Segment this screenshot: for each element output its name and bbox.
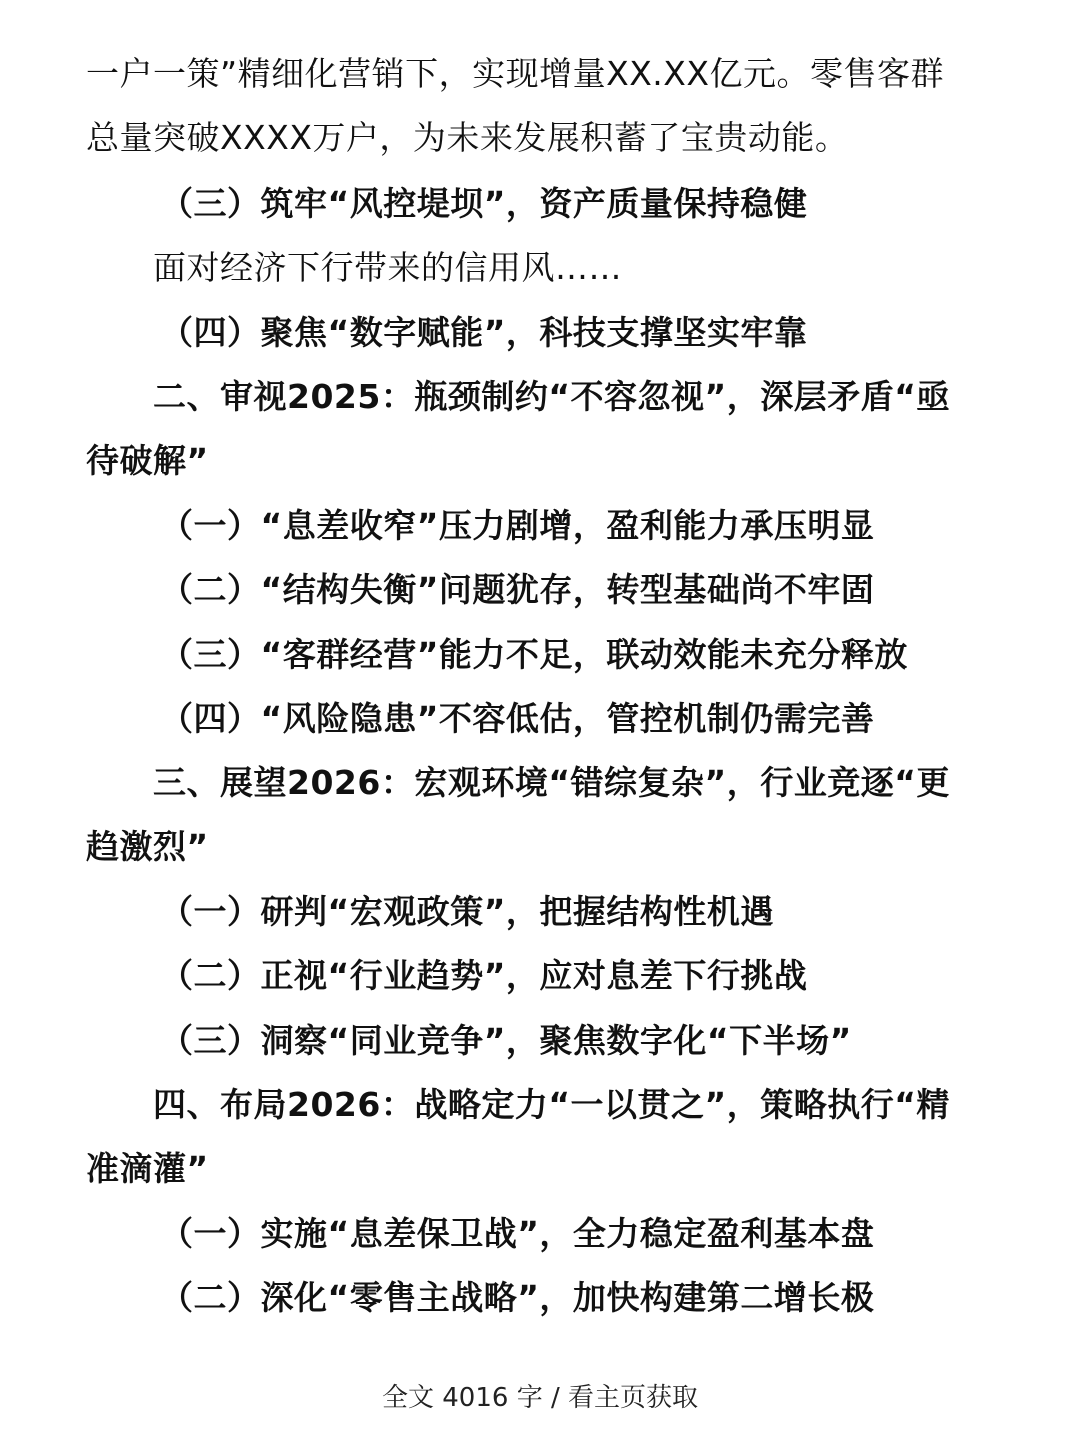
section-4-heading: 四、布局2026：战略定力“一以贯之”，策略执行“精: [153, 1085, 950, 1124]
section-3-heading: 三、展望2026：宏观环境“错综复杂”，行业竞逐“更: [153, 763, 950, 802]
section-2-heading: 二、审视2025：瓶颈制约“不容忽视”，深层矛盾“亟: [153, 377, 950, 416]
subheading-1-3: （三）筑牢“风控堤坝”，资产质量保持稳健: [160, 184, 808, 223]
section-3-heading-cont: 趋激烈”: [86, 827, 209, 866]
section-2-heading-cont: 待破解”: [86, 441, 209, 480]
body-text-line: 面对经济下行带来的信用风……: [153, 248, 622, 287]
subheading-4-1: （一）实施“息差保卫战”，全力稳定盈利基本盘: [160, 1214, 875, 1253]
section-4-heading-cont: 准滴灌”: [86, 1149, 209, 1188]
subheading-3-2: （二）正视“行业趋势”，应对息差下行挑战: [160, 956, 808, 995]
body-text-line: 总量突破XXXX万户，为未来发展积蓄了宝贵动能。: [86, 118, 849, 157]
subheading-2-3: （三）“客群经营”能力不足，联动效能未充分释放: [160, 635, 908, 674]
subheading-2-2: （二）“结构失衡”问题犹存，转型基础尚不牢固: [160, 570, 875, 609]
body-text-line: 一户一策”精细化营销下，实现增量XX.XX亿元。零售客群: [86, 54, 945, 93]
footer-note: 全文 4016 字 / 看主页获取: [382, 1383, 698, 1413]
subheading-2-4: （四）“风险隐患”不容低估，管控机制仍需完善: [160, 699, 875, 738]
subheading-3-1: （一）研判“宏观政策”，把握结构性机遇: [160, 892, 774, 931]
subheading-1-4: （四）聚焦“数字赋能”，科技支撑坚实牢靠: [160, 313, 808, 352]
subheading-4-2: （二）深化“零售主战略”，加快构建第二增长极: [160, 1278, 875, 1317]
subheading-3-3: （三）洞察“同业竞争”，聚焦数字化“下半场”: [160, 1021, 852, 1060]
subheading-2-1: （一）“息差收窄”压力剧增，盈利能力承压明显: [160, 506, 875, 545]
